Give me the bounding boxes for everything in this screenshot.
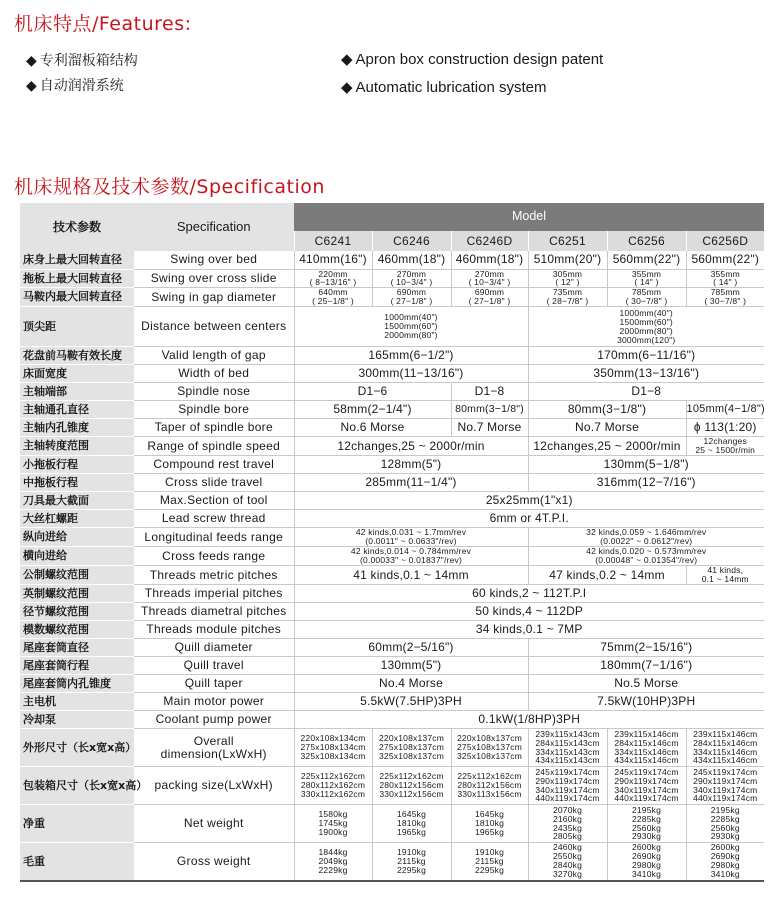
row-label-cn: 主电机 bbox=[20, 693, 134, 711]
row-label-en: Gross weight bbox=[134, 843, 294, 881]
spec-row bbox=[20, 621, 764, 639]
spec-row bbox=[20, 805, 764, 843]
feature-en-1 bbox=[341, 50, 603, 68]
row-label-en: Swing in gap diameter bbox=[134, 288, 294, 307]
feature-cn-1 bbox=[26, 50, 138, 70]
row-label-cn: 包装箱尺寸（长x宽x高） bbox=[20, 767, 134, 805]
cell: 2070kg 2160kg 2435kg 2805kg bbox=[528, 805, 607, 843]
cell: 270mm ( 10−3/4" ) bbox=[451, 269, 528, 288]
spec-row bbox=[20, 585, 764, 603]
row-label-en: Main motor power bbox=[134, 693, 294, 711]
spec-row bbox=[20, 510, 764, 528]
cell: 460mm(18") bbox=[451, 251, 528, 269]
cell: 58mm(2−1/4") bbox=[294, 401, 451, 419]
row-label-cn: 花盘前马鞍有效长度 bbox=[20, 347, 134, 365]
cell: 510mm(20") bbox=[528, 251, 607, 269]
cell: 270mm ( 10−3/4" ) bbox=[372, 269, 451, 288]
spec-row bbox=[20, 843, 764, 881]
cell: 245x119x174cm 290x119x174cm 340x119x174cm 440x119x174cm bbox=[686, 767, 764, 805]
cell: 245x119x174cm 290x119x174cm 340x119x174cm 440x119x174cm bbox=[607, 767, 686, 805]
spec-row bbox=[20, 383, 764, 401]
spec-row bbox=[20, 566, 764, 585]
row-label-en: Cross feeds range bbox=[134, 547, 294, 566]
row-label-en: packing size(LxWxH) bbox=[134, 767, 294, 805]
row-label-en: Longitudinal feeds range bbox=[134, 528, 294, 547]
row-label-cn: 刀具最大截面 bbox=[20, 492, 134, 510]
row-label-cn: 冷却泵 bbox=[20, 711, 134, 729]
cell: 12changes 25 ~ 1500r/min bbox=[686, 437, 764, 456]
cell: 165mm(6−1/2") bbox=[294, 347, 528, 365]
diamond-bullet-icon: ◆ bbox=[26, 78, 37, 94]
cell: 355mm ( 14" ) bbox=[686, 269, 764, 288]
row-label-cn: 床身上最大回转直径 bbox=[20, 251, 134, 269]
cell: 42 kinds,0.020 ~ 0.573mm/rev (0.00048" ~ 0.01354"/rev) bbox=[528, 547, 764, 566]
cell: 0.1kW(1/8HP)3PH bbox=[294, 711, 764, 729]
cell: 300mm(11−13/16") bbox=[294, 365, 528, 383]
cell: 2195kg 2285kg 2560kg 2930kg bbox=[607, 805, 686, 843]
feature-en-1-text: Apron box construction design patent bbox=[355, 51, 604, 68]
row-label-en: Width of bed bbox=[134, 365, 294, 383]
cell: ϕ 113(1:20) bbox=[686, 419, 764, 437]
row-label-en: Threads module pitches bbox=[134, 621, 294, 639]
row-label-cn: 小拖板行程 bbox=[20, 456, 134, 474]
row-label-en: Threads metric pitches bbox=[134, 566, 294, 585]
cell: 1000mm(40") 1500mm(60") 2000mm(80") 3000mm(120") bbox=[528, 307, 764, 347]
feature-en-2 bbox=[341, 78, 546, 96]
cell: 130mm(5") bbox=[294, 657, 528, 675]
cell: 128mm(5") bbox=[294, 456, 528, 474]
feature-cn-2 bbox=[26, 75, 124, 95]
cell: 239x115x146cm 284x115x146cm 334x115x146cm 434x115x146cm bbox=[607, 729, 686, 767]
spec-title: 机床规格及技术参数/Specification bbox=[14, 176, 325, 198]
cell: 220x108x134cm 275x108x134cm 325x108x134cm bbox=[294, 729, 372, 767]
cell: 220mm ( 8−13/16" ) bbox=[294, 269, 372, 288]
row-label-en: Swing over bed bbox=[134, 251, 294, 269]
cell: 130mm(5−1/8") bbox=[528, 456, 764, 474]
spec-row bbox=[20, 437, 764, 456]
cell: No.4 Morse bbox=[294, 675, 528, 693]
diamond-bullet-icon: ◆ bbox=[341, 79, 353, 96]
cell: 7.5kW(10HP)3PH bbox=[528, 693, 764, 711]
cell: 785mm ( 30−7/8" ) bbox=[686, 288, 764, 307]
row-label-en: Quill travel bbox=[134, 657, 294, 675]
cell: 560mm(22") bbox=[686, 251, 764, 269]
cell: 285mm(11−1/4") bbox=[294, 474, 528, 492]
cell: 60 kinds,2 ~ 112T.P.I bbox=[294, 585, 764, 603]
spec-row bbox=[20, 639, 764, 657]
row-label-cn: 公制螺纹范围 bbox=[20, 566, 134, 585]
spec-row bbox=[20, 729, 764, 767]
feature-cn-2-text: 自动润滑系统 bbox=[39, 78, 124, 94]
row-label-en: Threads imperial pitches bbox=[134, 585, 294, 603]
row-label-cn: 大丝杠螺距 bbox=[20, 510, 134, 528]
cell: 220x108x137cm 275x108x137cm 325x108x137cm bbox=[451, 729, 528, 767]
row-label-cn: 顶尖距 bbox=[20, 307, 134, 347]
model-c6241: C6241 bbox=[294, 231, 372, 251]
row-label-cn: 模数螺纹范围 bbox=[20, 621, 134, 639]
spec-row bbox=[20, 288, 764, 307]
cell: 105mm(4−1/8") bbox=[686, 401, 764, 419]
cell: 690mm ( 27−1/8" ) bbox=[451, 288, 528, 307]
cell: No.7 Morse bbox=[451, 419, 528, 437]
cell: 355mm ( 14" ) bbox=[607, 269, 686, 288]
cell: 690mm ( 27−1/8" ) bbox=[372, 288, 451, 307]
row-label-cn: 尾座套筒内孔锥度 bbox=[20, 675, 134, 693]
spec-row bbox=[20, 401, 764, 419]
spec-row bbox=[20, 711, 764, 729]
row-label-cn: 拖板上最大回转直径 bbox=[20, 269, 134, 288]
row-label-en: Compound rest travel bbox=[134, 456, 294, 474]
row-label-cn: 毛重 bbox=[20, 843, 134, 881]
cell: 225x112x162cm 280x112x162cm 330x112x162cm bbox=[294, 767, 372, 805]
cell: 41 kinds, 0.1 ~ 14mm bbox=[686, 566, 764, 585]
row-label-cn: 径节螺纹范围 bbox=[20, 603, 134, 621]
model-c6246d: C6246D bbox=[451, 231, 528, 251]
row-label-cn: 中拖板行程 bbox=[20, 474, 134, 492]
header-label-en: Specification bbox=[134, 203, 294, 251]
cell: No.7 Morse bbox=[528, 419, 686, 437]
row-label-en: Distance between centers bbox=[134, 307, 294, 347]
cell: 80mm(3−1/8") bbox=[451, 401, 528, 419]
model-c6251: C6251 bbox=[528, 231, 607, 251]
cell: 245x119x174cm 290x119x174cm 340x119x174cm 440x119x174cm bbox=[528, 767, 607, 805]
spec-row bbox=[20, 492, 764, 510]
cell: 2195kg 2285kg 2560kg 2930kg bbox=[686, 805, 764, 843]
row-label-cn: 尾座套筒行程 bbox=[20, 657, 134, 675]
cell: 12changes,25 ~ 2000r/min bbox=[528, 437, 686, 456]
spec-row bbox=[20, 675, 764, 693]
spec-row bbox=[20, 528, 764, 547]
spec-row bbox=[20, 365, 764, 383]
header-model: Model bbox=[294, 203, 764, 231]
spec-row bbox=[20, 693, 764, 711]
feature-cn-1-text: 专利溜板箱结构 bbox=[39, 53, 138, 69]
cell: 1910kg 2115kg 2295kg bbox=[451, 843, 528, 881]
cell: 170mm(6−11/16") bbox=[528, 347, 764, 365]
spec-table bbox=[20, 203, 764, 882]
cell: 5.5kW(7.5HP)3PH bbox=[294, 693, 528, 711]
cell: 1645kg 1810kg 1965kg bbox=[372, 805, 451, 843]
header-label-cn: 技术参数 bbox=[20, 203, 134, 251]
spec-row bbox=[20, 269, 764, 288]
spec-row bbox=[20, 347, 764, 365]
cell: 47 kinds,0.2 ~ 14mm bbox=[528, 566, 686, 585]
cell: 1580kg 1745kg 1900kg bbox=[294, 805, 372, 843]
row-label-en: Max.Section of tool bbox=[134, 492, 294, 510]
spec-row bbox=[20, 547, 764, 566]
cell: No.6 Morse bbox=[294, 419, 451, 437]
cell: 239x115x146cm 284x115x146cm 334x115x146cm 434x115x146cm bbox=[686, 729, 764, 767]
row-label-cn: 床面宽度 bbox=[20, 365, 134, 383]
cell: 735mm ( 28−7/8" ) bbox=[528, 288, 607, 307]
spec-row bbox=[20, 767, 764, 805]
row-label-en: Quill taper bbox=[134, 675, 294, 693]
cell: 41 kinds,0.1 ~ 14mm bbox=[294, 566, 528, 585]
cell: 220x108x137cm 275x108x137cm 325x108x137cm bbox=[372, 729, 451, 767]
row-label-en: Spindle bore bbox=[134, 401, 294, 419]
row-label-en: Range of spindle speed bbox=[134, 437, 294, 456]
row-label-cn: 纵向进给 bbox=[20, 528, 134, 547]
cell: D1−8 bbox=[528, 383, 764, 401]
row-label-cn: 横向进给 bbox=[20, 547, 134, 566]
model-c6246: C6246 bbox=[372, 231, 451, 251]
cell: 225x112x162cm 280x112x156cm 330x113x156cm bbox=[451, 767, 528, 805]
row-label-en: Lead screw thread bbox=[134, 510, 294, 528]
cell: 305mm ( 12" ) bbox=[528, 269, 607, 288]
cell: 2600kg 2690kg 2980kg 3410kg bbox=[686, 843, 764, 881]
cell: 640mm ( 25−1/8" ) bbox=[294, 288, 372, 307]
feature-en-2-text: Automatic lubrication system bbox=[355, 79, 547, 96]
row-label-en: Coolant pump power bbox=[134, 711, 294, 729]
cell: 1910kg 2115kg 2295kg bbox=[372, 843, 451, 881]
cell: 60mm(2−5/16") bbox=[294, 639, 528, 657]
diamond-bullet-icon: ◆ bbox=[341, 51, 353, 68]
cell: 1000mm(40") 1500mm(60") 2000mm(80") bbox=[294, 307, 528, 347]
cell: 12changes,25 ~ 2000r/min bbox=[294, 437, 528, 456]
spec-row bbox=[20, 474, 764, 492]
row-label-cn: 净重 bbox=[20, 805, 134, 843]
row-label-en: Valid length of gap bbox=[134, 347, 294, 365]
row-label-cn: 主轴内孔锥度 bbox=[20, 419, 134, 437]
cell: 2600kg 2690kg 2980kg 3410kg bbox=[607, 843, 686, 881]
cell: D1−8 bbox=[451, 383, 528, 401]
cell: No.5 Morse bbox=[528, 675, 764, 693]
spec-row bbox=[20, 603, 764, 621]
cell: 80mm(3−1/8") bbox=[528, 401, 686, 419]
cell: 785mm ( 30−7/8" ) bbox=[607, 288, 686, 307]
row-label-en: Swing over cross slide bbox=[134, 269, 294, 288]
cell: 560mm(22") bbox=[607, 251, 686, 269]
cell: 6mm or 4T.P.I. bbox=[294, 510, 764, 528]
row-label-cn: 外形尺寸（长x宽x高） bbox=[20, 729, 134, 767]
spec-row bbox=[20, 419, 764, 437]
cell: 25x25mm(1"x1) bbox=[294, 492, 764, 510]
model-c6256: C6256 bbox=[607, 231, 686, 251]
cell: 225x112x162cm 280x112x156cm 330x112x156cm bbox=[372, 767, 451, 805]
features-title: 机床特点/Features: bbox=[14, 13, 192, 35]
cell: 1844kg 2049kg 2229kg bbox=[294, 843, 372, 881]
row-label-cn: 主轴通孔直径 bbox=[20, 401, 134, 419]
row-label-en: Quill diameter bbox=[134, 639, 294, 657]
row-label-cn: 英制螺纹范围 bbox=[20, 585, 134, 603]
model-c6256d: C6256D bbox=[686, 231, 764, 251]
row-label-en: Net weight bbox=[134, 805, 294, 843]
row-label-en: Cross slide travel bbox=[134, 474, 294, 492]
row-label-en: Spindle nose bbox=[134, 383, 294, 401]
spec-row bbox=[20, 456, 764, 474]
cell: 42 kinds,0.014 ~ 0.784mm/rev (0.00033" ~ 0.01837"/rev) bbox=[294, 547, 528, 566]
cell: D1−6 bbox=[294, 383, 451, 401]
row-label-cn: 马鞍内最大回转直径 bbox=[20, 288, 134, 307]
cell: 316mm(12−7/16") bbox=[528, 474, 764, 492]
row-label-en: Overall dimension(LxWxH) bbox=[134, 729, 294, 767]
cell: 34 kinds,0.1 ~ 7MP bbox=[294, 621, 764, 639]
row-label-en: Threads diametral pitches bbox=[134, 603, 294, 621]
cell: 1645kg 1810kg 1965kg bbox=[451, 805, 528, 843]
row-label-cn: 主轴端部 bbox=[20, 383, 134, 401]
diamond-bullet-icon: ◆ bbox=[26, 53, 37, 69]
row-label-en: Taper of spindle bore bbox=[134, 419, 294, 437]
cell: 50 kinds,4 ~ 112DP bbox=[294, 603, 764, 621]
cell: 460mm(18") bbox=[372, 251, 451, 269]
cell: 350mm(13−13/16") bbox=[528, 365, 764, 383]
cell: 180mm(7−1/16") bbox=[528, 657, 764, 675]
cell: 32 kinds,0.059 ~ 1.646mm/rev (0.0022" ~ 0.0612"/rev) bbox=[528, 528, 764, 547]
row-label-cn: 尾座套筒直径 bbox=[20, 639, 134, 657]
spec-row bbox=[20, 307, 764, 347]
spec-row bbox=[20, 657, 764, 675]
cell: 239x115x143cm 284x115x143cm 334x115x143cm 434x115x143cm bbox=[528, 729, 607, 767]
cell: 2460kg 2550kg 2840kg 3270kg bbox=[528, 843, 607, 881]
cell: 42 kinds,0.031 ~ 1.7mm/rev (0.0011" ~ 0.0633"/rev) bbox=[294, 528, 528, 547]
cell: 75mm(2−15/16") bbox=[528, 639, 764, 657]
spec-row bbox=[20, 251, 764, 269]
cell: 410mm(16") bbox=[294, 251, 372, 269]
row-label-cn: 主轴转度范围 bbox=[20, 437, 134, 456]
